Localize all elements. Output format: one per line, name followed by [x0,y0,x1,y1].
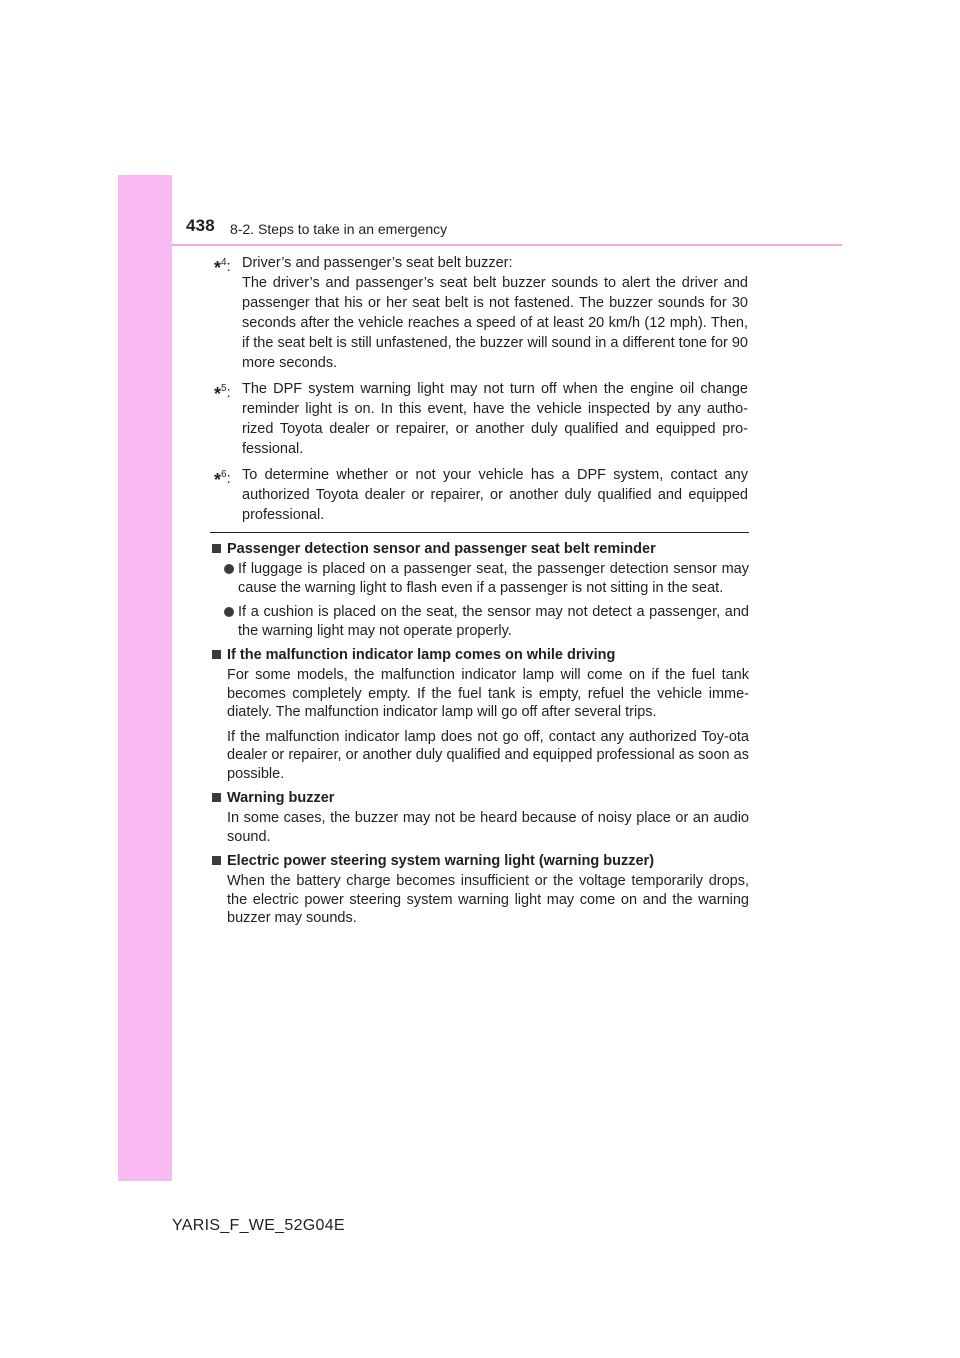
circle-bullet-icon [224,564,234,574]
note-heading [210,646,749,664]
square-bullet-icon [212,793,221,802]
footnote-text: To determine whether or not your vehicle has a DPF system, contact any authorized Toyota dealer or repairer, or another duly qualified and equipped professional. [242,467,748,523]
footnote-4 [214,253,748,373]
note-title: Electric power steering system warning light (warning buzzer) [227,853,655,869]
note-paragraph: If the malfunction indicator lamp does not go off, contact any authorized Toy-ota dealer or repairer, or another duly qualified and equipped professional as soon as possible. [227,728,749,782]
note-malfunction-lamp [210,646,749,783]
footnote-5 [214,379,748,459]
list-item-text: If luggage is placed on a passenger seat, the passenger detection sensor may cause the warning light to flash even if a passenger is not sitting in the seat. [238,561,749,596]
note-paragraph: For some models, the malfunction indicator lamp will come on if the fuel tank becomes completely empty. If the fuel tank is empty, refuel the vehicle imme-diately. The malfunction indicator lamp will go off after several trips. [227,667,749,720]
note-heading [210,789,749,807]
list-item [224,603,749,640]
asterisk-icon: * [214,258,222,278]
note-heading [210,540,749,558]
note-title: Warning buzzer [227,790,335,806]
notes-section [210,540,749,934]
list-item-text: If a cushion is placed on the seat, the sensor may not detect a passenger, and the warning light may not operate properly. [238,604,749,639]
note-warning-buzzer [210,789,749,846]
footnote-number: 4 [221,257,227,268]
footnote-number: 5 [221,383,227,394]
circle-bullet-icon [224,607,234,617]
square-bullet-icon [212,856,221,865]
section-divider [210,532,749,533]
note-passenger-detection [210,540,749,640]
footnote-number: 6 [221,469,227,480]
footnote-marker [214,253,231,277]
footnote-text: Driver’s and passenger’s seat belt buzzer: The driver’s and passenger’s seat belt buzzer sounds to alert the driver and passenger that his or her seat belt is not fastened. The buzzer sounds for 30 seconds after the vehicle reaches a speed of at least 20 km/h (12 mph). Then, if the seat belt is still unfastened, the buzzer will sound in a different tone for 90 more seconds. [242,255,748,371]
side-tab-band [118,175,172,1181]
note-paragraph: When the battery charge becomes insufficient or the voltage temporarily drops, the electric power steering system warning light may come on and the warning buzzer may sounds. [227,873,749,926]
footnote-text: The DPF system warning light may not turn off when the engine oil change reminder light is on. In this event, have the vehicle inspected by any autho-rized Toyota dealer or repairer, or another duly qualified and equipped pro-fessional. [242,381,748,457]
note-eps-warning [210,852,749,928]
note-heading [210,852,749,870]
page-number: 438 [186,216,215,235]
footnote-6 [214,465,748,525]
section-title: 8-2. Steps to take in an emergency [230,221,448,237]
footnote-marker [214,465,231,489]
footnote-marker [214,379,231,403]
note-paragraph: In some cases, the buzzer may not be heard because of noisy place or an audio sound. [227,810,749,845]
square-bullet-icon [212,650,221,659]
footnote-colon: : [226,471,231,487]
footnote-colon: : [226,259,231,275]
asterisk-icon: * [214,470,222,490]
footnote-colon: : [226,385,231,401]
footnotes [214,253,748,531]
square-bullet-icon [212,544,221,553]
document-code: YARIS_F_WE_52G04E [172,1217,345,1234]
list-item [224,560,749,597]
note-title: If the malfunction indicator lamp comes on while driving [227,647,616,663]
header-rule [172,244,842,246]
note-title: Passenger detection sensor and passenger seat belt reminder [227,541,656,557]
asterisk-icon: * [214,384,222,404]
